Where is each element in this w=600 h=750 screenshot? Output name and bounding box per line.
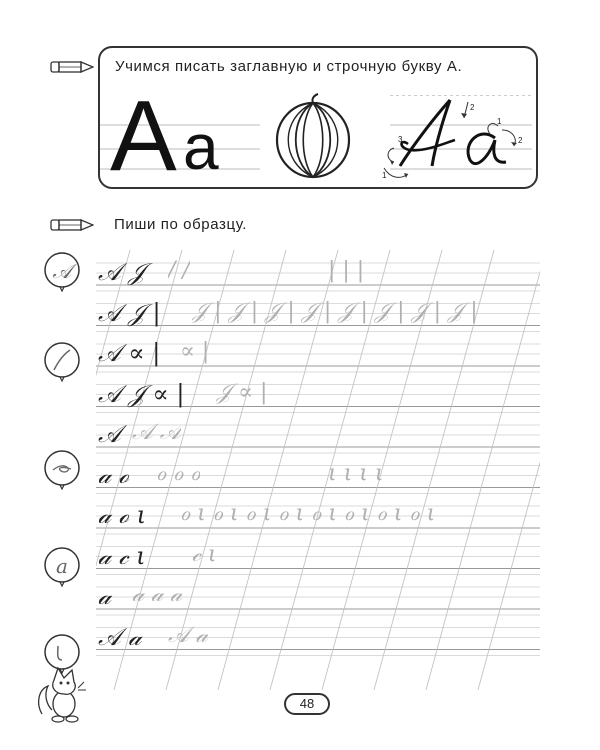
print-lowercase-letter: а — [183, 111, 219, 183]
lesson-title: Учимся писать заглавную и строчную букву А. — [115, 58, 463, 75]
stroke-number-3: 3 — [398, 135, 403, 144]
fox-mascot-icon — [34, 664, 96, 724]
balloon-capital-a-icon — [42, 250, 82, 300]
page-number: 48 — [284, 693, 330, 715]
trace-letters[interactable]: 𝒜 𝒜 — [132, 420, 181, 445]
trace-letters[interactable]: ℴ ι ℴ ι ℴ ι ℴ ι ℴ ι ℴ ι ℴ ι ℴ ι — [180, 501, 436, 526]
trace-letters[interactable]: ∝ | — [180, 339, 210, 364]
model-letters: 𝒶 ℴ — [98, 460, 129, 489]
model-letters: 𝒜 𝒥 ∝ | — [98, 379, 185, 408]
svg-text:𝒜: 𝒜 — [52, 259, 72, 283]
trace-letters[interactable]: / / — [168, 258, 190, 283]
balloon-slash-icon — [42, 340, 82, 390]
model-letters: 𝒜 ∝ | — [98, 339, 161, 367]
trace-letters[interactable]: ℴ ℴ ℴ — [156, 460, 201, 486]
model-letters: 𝒜 — [98, 420, 121, 448]
model-letters: 𝒜 𝒥 — [98, 258, 145, 286]
balloon-loop-icon — [42, 448, 82, 498]
trace-letters[interactable]: 𝒜 𝒶 — [168, 622, 208, 648]
trace-letters[interactable]: 𝒥 | 𝒥 | 𝒥 | 𝒥 | 𝒥 | 𝒥 | 𝒥 | 𝒥 | — [192, 298, 478, 324]
stroke-number-4: 1 — [497, 117, 502, 126]
stroke-number-1: 1 — [382, 171, 387, 180]
exercise-instruction: Пиши по образцу. — [114, 216, 248, 233]
trace-letters-tail[interactable]: ι ι ι ι — [328, 460, 384, 486]
trace-letters[interactable]: 𝒶 𝒶 𝒶 — [132, 582, 183, 607]
trace-letters-tail[interactable]: | | | — [328, 258, 365, 283]
print-capital-letter: А — [110, 80, 177, 192]
stroke-number-5: 2 — [518, 136, 523, 145]
model-letters: 𝒶 ℴ ι — [98, 501, 147, 529]
svg-text:a: a — [56, 554, 68, 578]
model-letters: 𝒜 𝒶 — [98, 622, 142, 651]
model-letters: 𝒶 𝒸 ι — [98, 541, 146, 570]
model-letters: 𝒜 𝒥 | — [98, 298, 161, 327]
stroke-number-2: 2 — [470, 103, 475, 112]
trace-letters[interactable]: 𝒥 ∝ | — [216, 379, 268, 405]
model-letters: 𝒶 — [98, 582, 112, 610]
balloon-lowercase-a-icon — [42, 545, 82, 595]
trace-letters[interactable]: 𝒸 ι — [192, 541, 217, 567]
